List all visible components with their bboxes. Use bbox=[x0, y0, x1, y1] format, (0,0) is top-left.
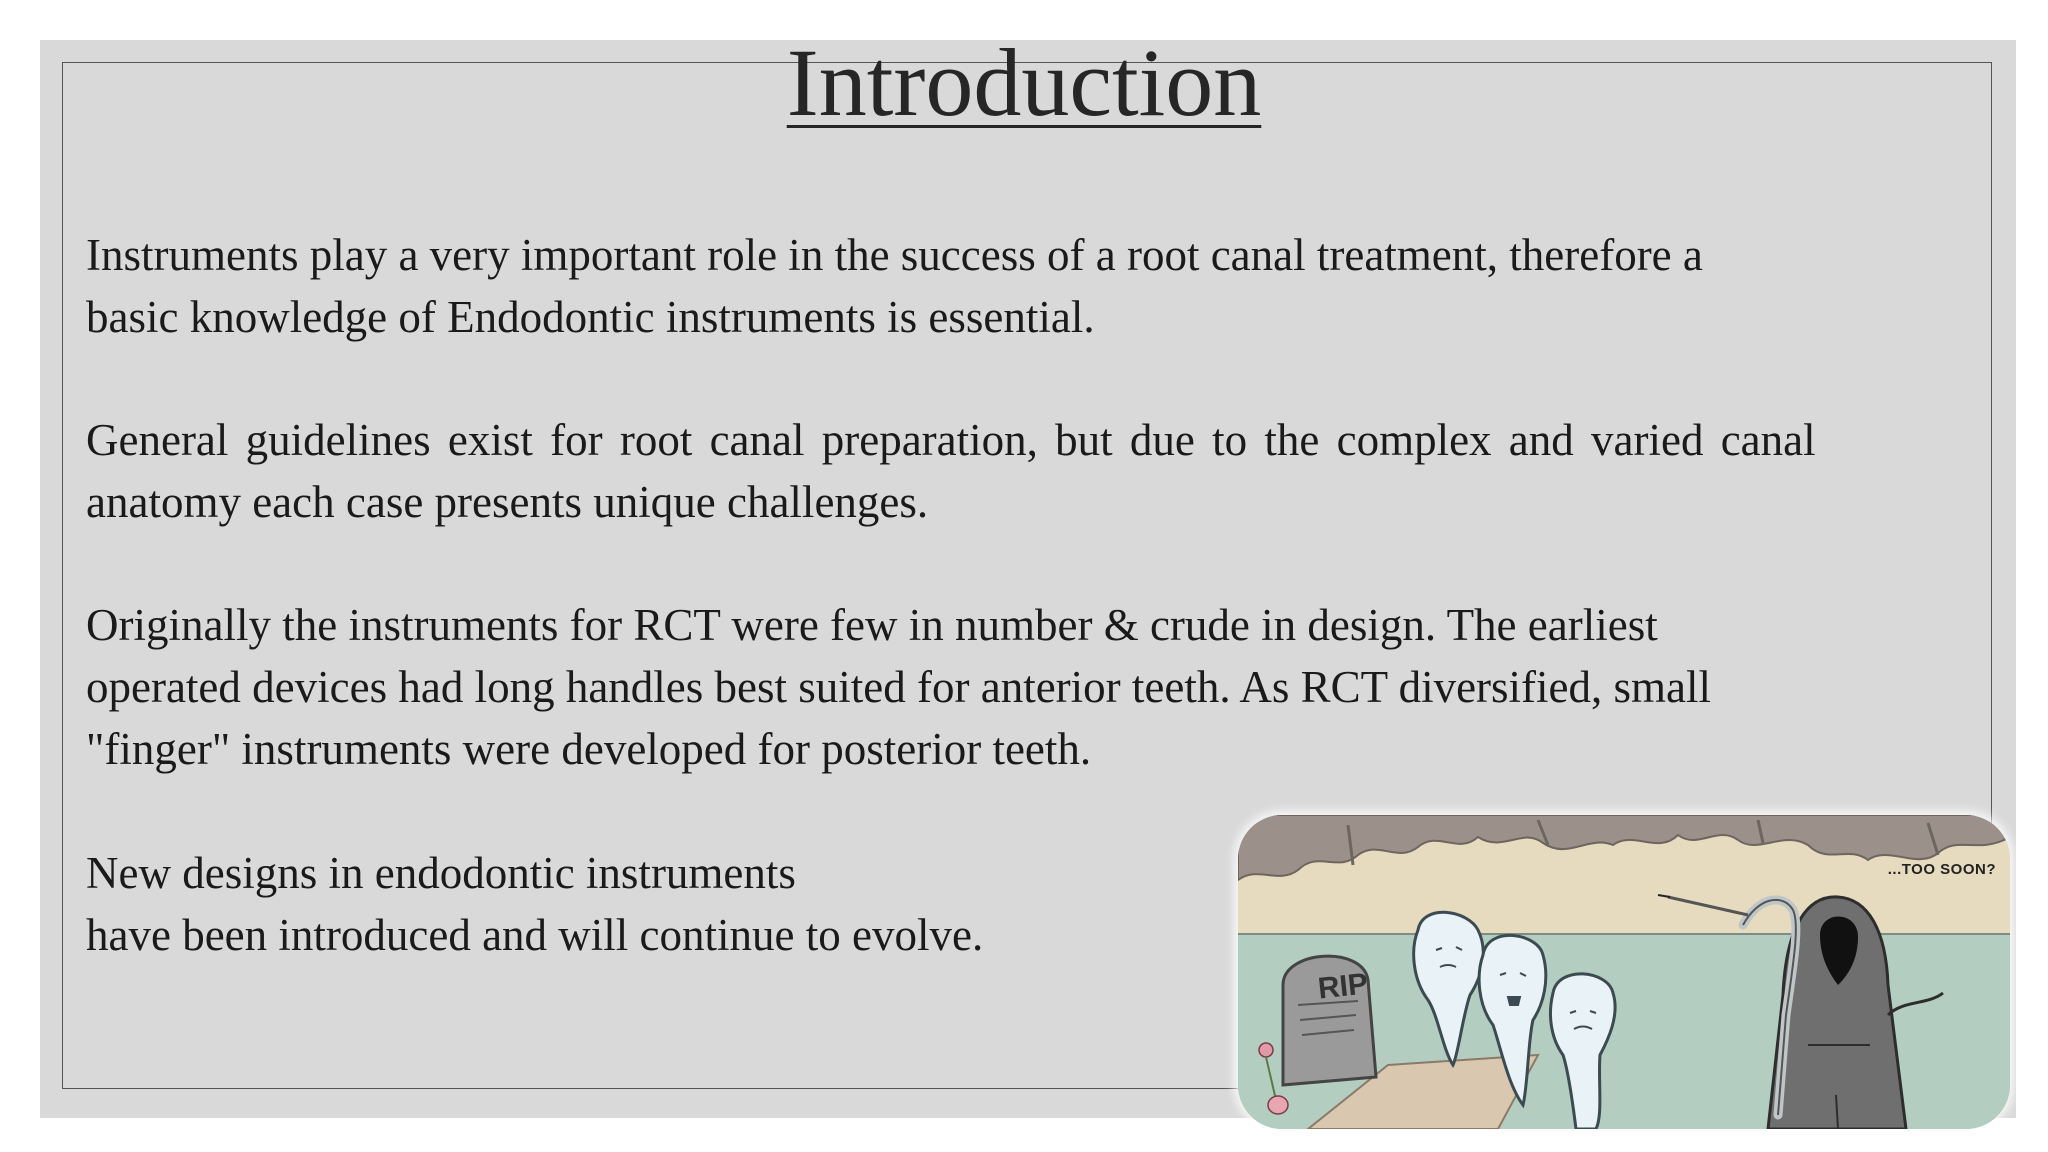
cartoon-image bbox=[1238, 815, 2010, 1129]
paragraph-instruments-role bbox=[86, 224, 1956, 348]
paragraph-new-designs bbox=[86, 842, 1186, 966]
paragraph-line: "finger" instruments were developed for posterior teeth. bbox=[86, 724, 1092, 774]
paragraph-line: operated devices had long handles best suited for anterior teeth. As RCT diversified, small bbox=[86, 662, 1712, 712]
tombstone-label: RIP bbox=[1316, 967, 1370, 1006]
paragraph-line: have been introduced and will continue to evolve. bbox=[86, 910, 984, 960]
paragraph-original-instruments bbox=[86, 594, 1956, 780]
paragraph-line: anatomy each case presents unique challenges. bbox=[86, 477, 929, 527]
paragraph-line: basic knowledge of Endodontic instruments is essential. bbox=[86, 292, 1095, 342]
paragraph-line: General guidelines exist for root canal preparation, but due to the complex and varied canal bbox=[86, 415, 1816, 465]
paragraph-line: Instruments play a very important role in the success of a root canal treatment, therefore a bbox=[86, 230, 1703, 280]
cartoon-caption: ...TOO SOON? bbox=[1887, 861, 1996, 878]
slide-title: Introduction bbox=[786, 29, 1262, 136]
paragraph-general-guidelines bbox=[86, 409, 1956, 533]
paragraph-line: Originally the instruments for RCT were few in number & crude in design. The earliest bbox=[86, 600, 1658, 650]
flower-icon bbox=[1259, 1043, 1273, 1057]
paragraph-line: New designs in endodontic instruments bbox=[86, 848, 796, 898]
